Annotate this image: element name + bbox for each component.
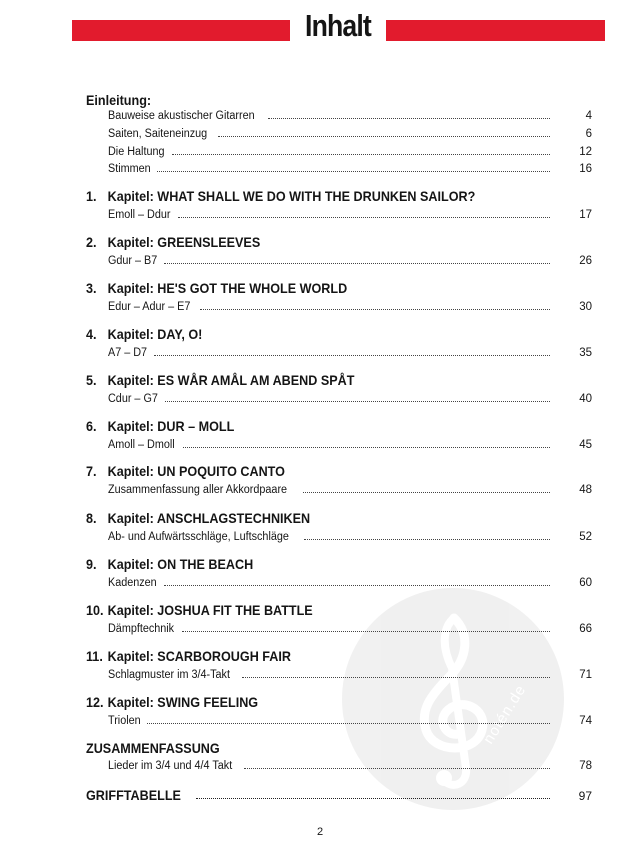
intro-item bbox=[108, 128, 556, 140]
chapter-sub-entry-label: Schlagmuster im 3/4-Takt bbox=[108, 669, 230, 681]
chapter-number: 6. bbox=[86, 418, 97, 434]
chapter-number: 8. bbox=[86, 510, 97, 526]
chapter-sub-entry-leader bbox=[200, 308, 550, 310]
chapter-sub-entry bbox=[108, 669, 556, 681]
chapter-heading bbox=[86, 556, 253, 572]
chapter-number: 1. bbox=[86, 188, 97, 204]
chapter-title: Kapitel: GREENSLEEVES bbox=[107, 234, 261, 250]
chapter-title: Kapitel: ES WÅR AMÅL AM ABEND SPÅT bbox=[107, 372, 355, 388]
chapter-sub-entry bbox=[108, 623, 556, 635]
intro-item-page: 6 bbox=[585, 128, 592, 140]
intro-heading: Einleitung: bbox=[86, 92, 152, 108]
chapter-sub-entry-label: Gdur – B7 bbox=[108, 255, 158, 267]
chapter-sub-entry-leader bbox=[182, 630, 550, 632]
chapter-sub-entry-leader bbox=[154, 354, 550, 356]
chapter-number: 11. bbox=[86, 648, 103, 664]
chapter-sub-entry-page: 71 bbox=[579, 669, 592, 681]
chapter-sub-entry-leader bbox=[183, 446, 550, 448]
chapter-sub-entry-page: 17 bbox=[579, 209, 592, 221]
intro-item bbox=[108, 110, 556, 122]
chapter-sub-entry-leader bbox=[303, 491, 551, 493]
chapter-sub-entry-label: A7 – D7 bbox=[108, 347, 148, 359]
chapter-title: Kapitel: HE'S GOT THE WHOLE WORLD bbox=[107, 280, 348, 296]
intro-item-leader bbox=[268, 117, 550, 119]
chapter-heading bbox=[86, 234, 260, 250]
intro-item-page: 4 bbox=[585, 110, 592, 122]
chapter-sub-entry bbox=[108, 209, 556, 221]
chapter-heading bbox=[86, 418, 234, 434]
chapter-sub-entry-label: Zusammenfassung aller Akkordpaare bbox=[108, 484, 288, 496]
chapter-sub-entry bbox=[108, 393, 556, 405]
chapter-sub-entry-page: 40 bbox=[579, 393, 592, 405]
chapter-number: 7. bbox=[86, 463, 97, 479]
chapter-title: Kapitel: UN POQUITO CANTO bbox=[107, 463, 285, 479]
chapter-sub-entry-leader bbox=[147, 722, 550, 724]
chapter-title: Kapitel: ANSCHLAGSTECHNIKEN bbox=[107, 510, 311, 526]
chapter-heading bbox=[86, 694, 258, 710]
chapter-title: Kapitel: DUR – MOLL bbox=[107, 418, 235, 434]
chapter-sub-entry bbox=[108, 531, 556, 543]
chapter-title: Kapitel: WHAT SHALL WE DO WITH THE DRUNKEN SAILOR? bbox=[107, 188, 476, 204]
intro-item-page: 12 bbox=[579, 146, 592, 158]
chapter-title: Kapitel: SCARBOROUGH FAIR bbox=[107, 648, 292, 664]
chapter-number: 10. bbox=[86, 602, 104, 618]
chapter-number: 9. bbox=[86, 556, 97, 572]
chapter-sub-entry-label: Amoll – Dmoll bbox=[108, 439, 175, 451]
intro-item-leader bbox=[157, 170, 550, 172]
chapter-sub-entry-leader bbox=[304, 538, 550, 540]
chapter-sub-entry bbox=[108, 439, 556, 451]
chapter-sub-entry-page: 45 bbox=[579, 439, 592, 451]
chapter-title: Kapitel: SWING FEELING bbox=[107, 694, 259, 710]
chapter-sub-entry-page: 60 bbox=[579, 577, 592, 589]
grifftabelle-entry-leader bbox=[196, 797, 550, 799]
chapter-title: Kapitel: JOSHUA FIT THE BATTLE bbox=[107, 602, 313, 618]
intro-item bbox=[108, 146, 556, 158]
chapter-heading bbox=[86, 280, 347, 296]
chapter-number: 4. bbox=[86, 326, 97, 342]
chapter-sub-entry-page: 66 bbox=[579, 623, 592, 635]
chapter-heading bbox=[86, 602, 313, 618]
chapter-sub-entry-label: Triolen bbox=[108, 715, 141, 727]
intro-item-leader bbox=[172, 153, 550, 155]
chapter-sub-entry bbox=[108, 577, 556, 589]
intro-item-leader bbox=[218, 135, 551, 137]
chapter-sub-entry-page: 74 bbox=[579, 715, 592, 727]
chapter-sub-entry-page: 30 bbox=[579, 301, 592, 313]
page-number: 2 bbox=[316, 826, 324, 838]
chapter-sub-entry-label: Ab- und Aufwärtsschläge, Luftschläge bbox=[108, 531, 289, 543]
chapter-sub-entry-label: Kadenzen bbox=[108, 577, 157, 589]
chapter-sub-entry bbox=[108, 484, 556, 496]
chapter-number: 3. bbox=[86, 280, 97, 296]
watermark-text: notén.de bbox=[480, 681, 530, 748]
chapter-sub-entry-label: Cdur – G7 bbox=[108, 393, 158, 405]
intro-item-label: Die Haltung bbox=[108, 146, 165, 158]
chapter-sub-entry-leader bbox=[178, 216, 550, 218]
chapter-sub-entry-leader bbox=[165, 400, 550, 402]
chapter-number: 5. bbox=[86, 372, 97, 388]
chapter-heading bbox=[86, 510, 310, 526]
summary-entry bbox=[108, 760, 556, 772]
grifftabelle-entry-page: 97 bbox=[578, 789, 592, 803]
chapter-heading bbox=[86, 326, 202, 342]
summary-entry-page: 78 bbox=[579, 760, 592, 772]
chapter-sub-entry-leader bbox=[164, 584, 550, 586]
intro-item-label: Saiten, Saiteneinzug bbox=[108, 128, 208, 140]
chapter-sub-entry bbox=[108, 301, 556, 313]
chapter-sub-entry-page: 48 bbox=[579, 484, 592, 496]
intro-item-page: 16 bbox=[579, 163, 592, 175]
chapter-sub-entry-label: Edur – Adur – E7 bbox=[108, 301, 191, 313]
grifftabelle-entry bbox=[86, 787, 556, 803]
summary-heading: ZUSAMMENFASSUNG bbox=[86, 740, 220, 756]
chapter-heading bbox=[86, 463, 285, 479]
chapter-sub-entry-page: 35 bbox=[579, 347, 592, 359]
intro-item-label: Stimmen bbox=[108, 163, 151, 175]
chapter-heading bbox=[86, 648, 291, 664]
chapter-sub-entry-page: 52 bbox=[579, 531, 592, 543]
summary-entry-label: Lieder im 3/4 und 4/4 Takt bbox=[108, 760, 233, 772]
chapter-sub-entry bbox=[108, 347, 556, 359]
chapter-heading bbox=[86, 188, 475, 204]
chapter-number: 12. bbox=[86, 694, 104, 710]
summary-entry-leader bbox=[244, 767, 550, 769]
chapter-heading bbox=[86, 372, 354, 388]
chapter-sub-entry bbox=[108, 255, 556, 267]
chapter-title: Kapitel: DAY, O! bbox=[107, 326, 203, 342]
chapter-sub-entry-label: Emoll – Ddur bbox=[108, 209, 171, 221]
intro-item-label: Bauweise akustischer Gitarren bbox=[108, 110, 255, 122]
chapter-sub-entry-label: Dämpftechnik bbox=[108, 623, 175, 635]
page-title: Inhalt bbox=[305, 8, 371, 43]
chapter-sub-entry-page: 26 bbox=[579, 255, 592, 267]
chapter-title: Kapitel: ON THE BEACH bbox=[107, 556, 254, 572]
grifftabelle-entry-label: GRIFFTABELLE bbox=[86, 787, 181, 803]
chapter-number: 2. bbox=[86, 234, 97, 250]
intro-item bbox=[108, 163, 556, 175]
chapter-sub-entry-leader bbox=[164, 262, 550, 264]
chapter-sub-entry bbox=[108, 715, 556, 727]
chapter-sub-entry-leader bbox=[242, 676, 550, 678]
